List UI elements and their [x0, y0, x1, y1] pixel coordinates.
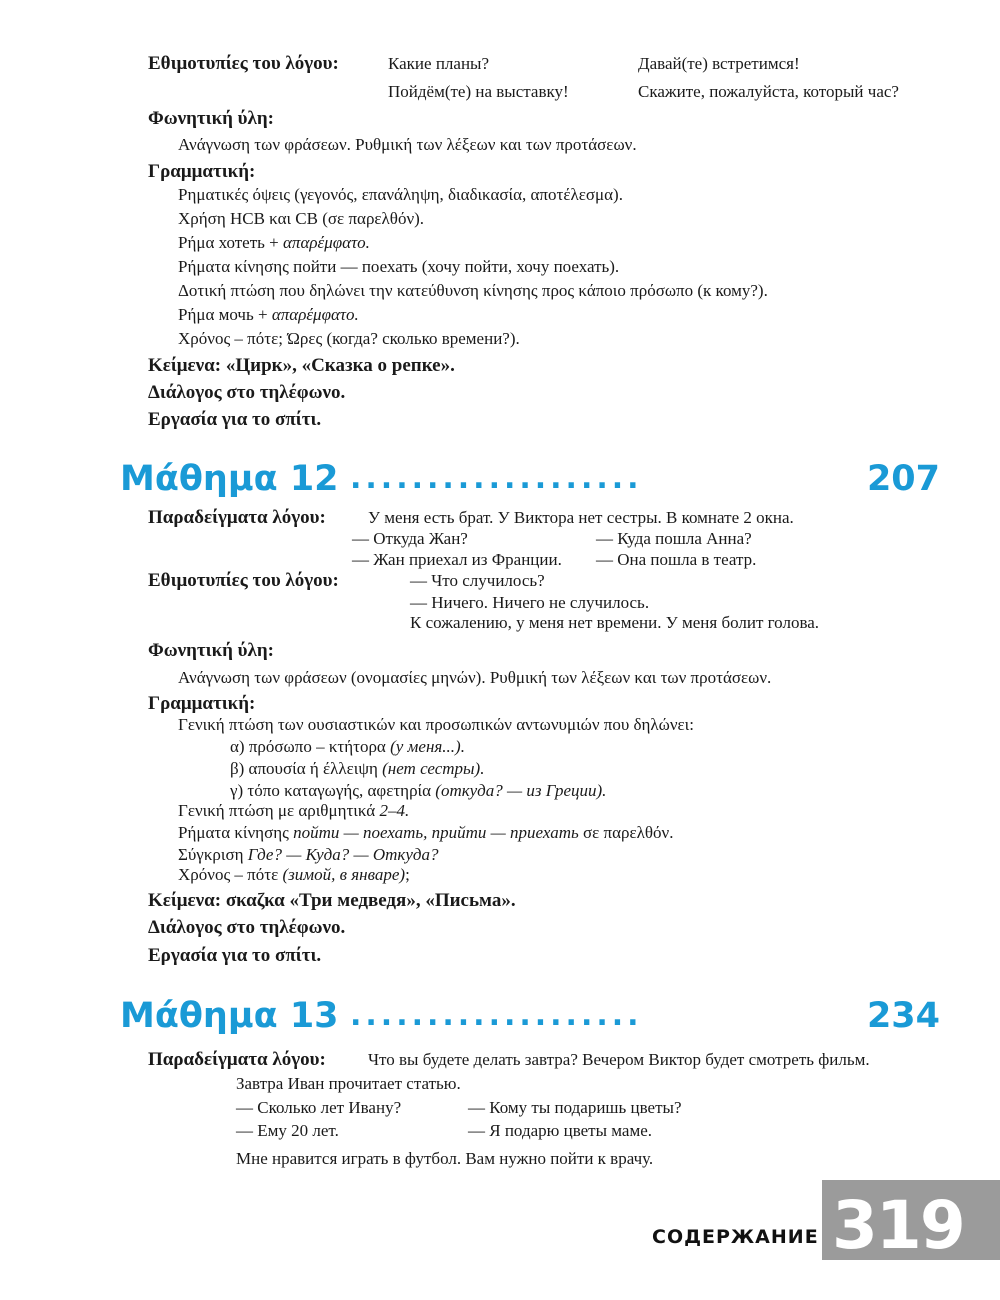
- example-line: Что вы будете делать завтра? Вечером Виктор будет смотреть фильм.: [368, 1050, 870, 1069]
- example-line: — Она пошла в театр.: [596, 550, 757, 569]
- grammar-line: Ρήματα κίνησης пойти — поехать, прийти — приехать σε παρελθόν.: [178, 823, 674, 842]
- phonetics-text: Ανάγνωση των φράσεων. Ρυθμική των λέξεων και των προτάσεων.: [178, 135, 637, 154]
- examples-label: Παραδείγματα λόγου:: [148, 507, 326, 528]
- grammar-line: Ρήμα хотеть + απαρέμφατο.: [178, 233, 370, 252]
- example-line: — Кому ты подаришь цветы?: [468, 1098, 682, 1117]
- dot-leader: ...................: [350, 998, 643, 1033]
- example-line: — Я подарю цветы маме.: [468, 1121, 653, 1140]
- grammar-line: Γενική πτώση των ουσιαστικών και προσωπικών αντωνυμιών που δηλώνει:: [178, 715, 694, 734]
- homework-line: Εργασία για το σπίτι.: [148, 409, 322, 430]
- grammar-line: Ρήματα κίνησης пойти — поехать (хочу пойти, хочу поехать).: [178, 257, 620, 276]
- etiquette-phrase: Давай(те) встретимся!: [638, 54, 800, 73]
- example-line: У меня есть брат. У Виктора нет сестры. В комнате 2 окна.: [368, 508, 794, 527]
- grammar-line: Ρηματικές όψεις (γεγονός, επανάληψη, διαδικασία, αποτέλεσμα).: [178, 185, 623, 204]
- phonetics-label: Φωνητική ύλη:: [148, 108, 274, 129]
- lesson-title: Μάθημα 12: [120, 459, 339, 499]
- grammar-line: Δοτική πτώση που δηλώνει την κατεύθυνση κίνησης προς κάποιο πρόσωπο (к кому?).: [178, 281, 768, 300]
- lesson-page-number: 234: [866, 996, 940, 1036]
- examples-label: Παραδείγματα λόγου:: [148, 1049, 326, 1070]
- example-line: — Ему 20 лет.: [236, 1121, 339, 1140]
- etiquette-line: — Что случилось?: [410, 571, 545, 590]
- phonetics-text: Ανάγνωση των φράσεων (ονομασίες μηνών). Ρυθμική των λέξεων και των προτάσεων.: [178, 668, 772, 687]
- homework-line: Εργασία για το σπίτι.: [148, 945, 322, 966]
- texts-line: Κείμενα: σκαζκα «Три медведя», «Письма».: [148, 890, 516, 911]
- example-line: Мне нравится играть в футбол. Вам нужно пойти к врачу.: [236, 1149, 654, 1168]
- dialogue-line: Διάλογος στο τηλέφωνο.: [148, 382, 346, 403]
- grammar-label: Γραμματική:: [148, 693, 256, 714]
- lesson-page-number: 207: [866, 459, 940, 499]
- running-footer-label: СОДЕРЖАНИЕ: [652, 1226, 819, 1248]
- grammar-line: Γενική πτώση με αριθμητικά 2–4.: [178, 801, 410, 820]
- example-line: — Жан приехал из Франции.: [352, 550, 562, 569]
- grammar-line: Χρήση НСВ και СВ (σε παρελθόν).: [178, 209, 425, 228]
- page-number: 319: [832, 1187, 964, 1264]
- lesson-13-heading[interactable]: [120, 993, 940, 1039]
- etiquette-line: К сожалению, у меня нет времени. У меня болит голова.: [410, 613, 820, 632]
- example-line: Завтра Иван прочитает статью.: [236, 1074, 461, 1093]
- dialogue-line: Διάλογος στο τηλέφωνο.: [148, 917, 346, 938]
- dot-leader: ...................: [350, 461, 643, 496]
- etiquette-label: Εθιμοτυπίες του λόγου:: [148, 570, 339, 591]
- grammar-subline: γ) τόπο καταγωγής, αφετηρία (откуда? — из Греции).: [230, 781, 607, 800]
- grammar-line: Χρόνος – πότε (зимой, в январе);: [178, 865, 410, 884]
- grammar-label: Γραμματική:: [148, 161, 256, 182]
- lesson-12-heading[interactable]: [120, 456, 940, 502]
- grammar-line: Χρόνος – πότε; Ώρες (когда? сколько времени?).: [178, 329, 520, 348]
- etiquette-phrase: Скажите, пожалуйста, который час?: [638, 82, 899, 101]
- etiquette-phrase: Пойдём(те) на выставку!: [388, 82, 569, 101]
- example-line: — Откуда Жан?: [352, 529, 468, 548]
- example-line: — Куда пошла Анна?: [596, 529, 752, 548]
- texts-line: Κείμενα: «Цирк», «Сказка о репке».: [148, 355, 455, 376]
- etiquette-line: — Ничего. Ничего не случилось.: [410, 593, 650, 612]
- lesson-title: Μάθημα 13: [120, 996, 339, 1036]
- example-line: — Сколько лет Ивану?: [236, 1098, 402, 1117]
- grammar-subline: β) απουσία ή έλλειψη (нет сестры).: [230, 759, 485, 778]
- phonetics-label: Φωνητική ύλη:: [148, 640, 274, 661]
- grammar-line: Σύγκριση Где? — Куда? — Откуда?: [178, 845, 439, 864]
- grammar-subline: α) πρόσωπο – κτήτορα (у меня...).: [230, 737, 465, 756]
- grammar-line: Ρήμα мочь + απαρέμφατο.: [178, 305, 359, 324]
- etiquette-label: Εθιμοτυπίες του λόγου:: [148, 53, 339, 74]
- etiquette-phrase: Какие планы?: [388, 54, 490, 73]
